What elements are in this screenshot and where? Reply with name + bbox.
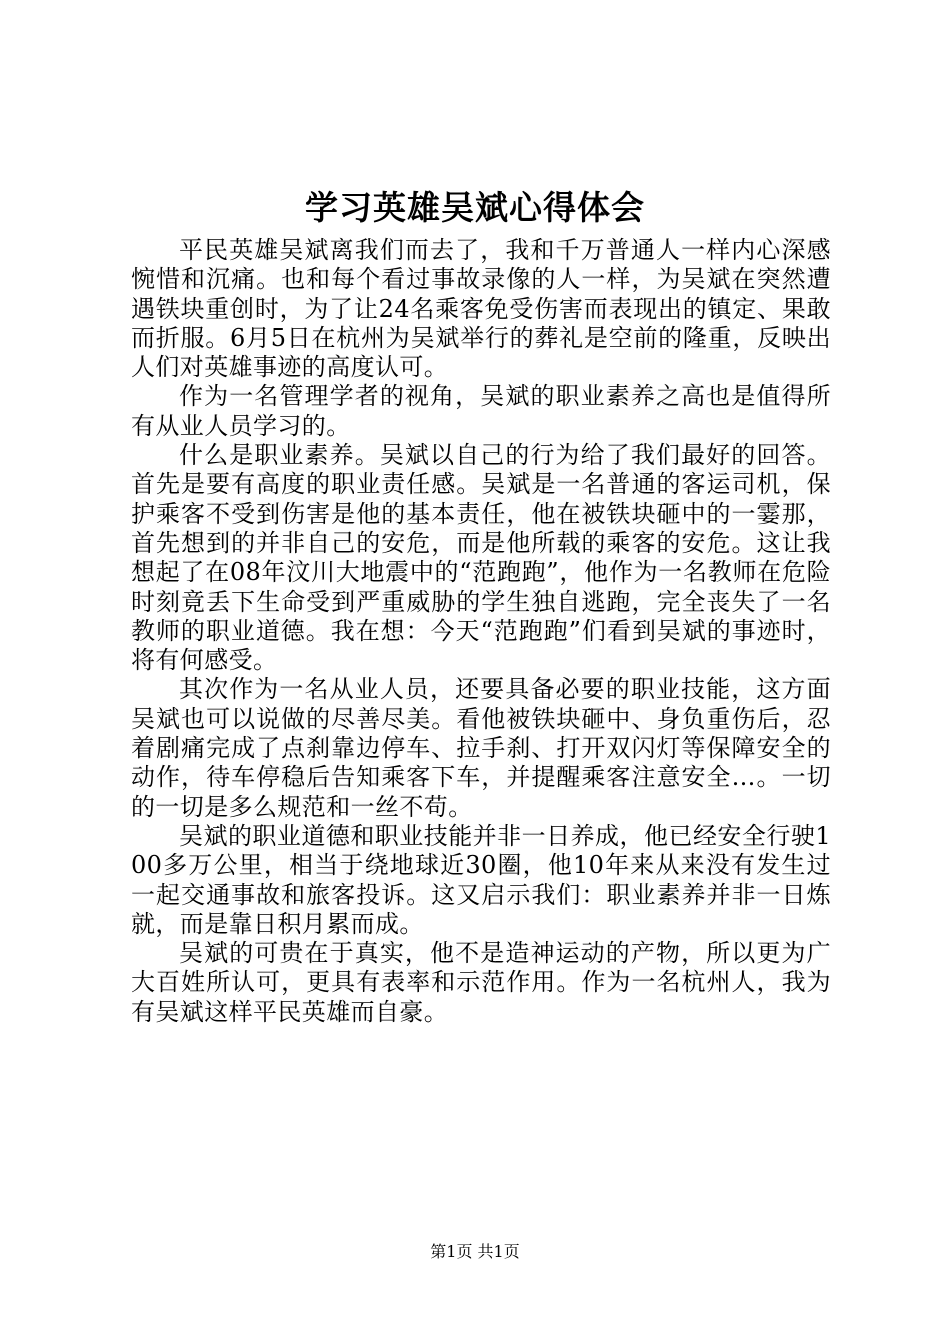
paragraph-3: 什么是职业素养。吴斌以自己的行为给了我们最好的回答。首先是要有高度的职业责任感。吴斌是一名普通的客运司机，保护乘客不受到伤害是他的基本责任，他在被铁块砸中的一霎那，首先想到的并非自己的安危，而是他所载的乘客的安危。这让我想起了在08年汶川大地震中的“范跑跑”，他作为一名教师在危险时刻竟丢下生命受到严重威胁的学生独自逃跑，完全丧失了一名教师的职业道德。我在想：今天“范跑跑”们看到吴斌的事迹时，将有何感受。 (131, 441, 831, 675)
paragraph-6: 吴斌的可贵在于真实，他不是造神运动的产物，所以更为广大百姓所认可，更具有表率和示范作用。作为一名杭州人，我为有吴斌这样平民英雄而自豪。 (131, 939, 831, 1026)
paragraph-1: 平民英雄吴斌离我们而去了，我和千万普通人一样内心深感惋惜和沉痛。也和每个看过事故录像的人一样，为吴斌在突然遭遇铁块重创时，为了让24名乘客免受伤害而表现出的镇定、果敢而折服。6月5日在杭州为吴斌举行的葬礼是空前的隆重，反映出人们对英雄事迹的高度认可。 (131, 236, 831, 382)
document-body (131, 236, 831, 1027)
page-number-footer: 第1页 共1页 (430, 1242, 520, 1261)
document-title: 学习英雄吴斌心得体会 (305, 188, 645, 227)
paragraph-4: 其次作为一名从业人员，还要具备必要的职业技能，这方面吴斌也可以说做的尽善尽美。看他被铁块砸中、身负重伤后，忍着剧痛完成了点刹靠边停车、拉手刹、打开双闪灯等保障安全的动作，待车停稳后告知乘客下车，并提醒乘客注意安全…。一切的一切是多么规范和一丝不苟。 (131, 675, 831, 821)
paragraph-5: 吴斌的职业道德和职业技能并非一日养成，他已经安全行驶100多万公里，相当于绕地球近30圈，他10年来从来没有发生过一起交通事故和旅客投诉。这又启示我们：职业素养并非一日炼就，而是靠日积月累而成。 (131, 821, 831, 938)
paragraph-2: 作为一名管理学者的视角，吴斌的职业素养之高也是值得所有从业人员学习的。 (131, 382, 831, 440)
